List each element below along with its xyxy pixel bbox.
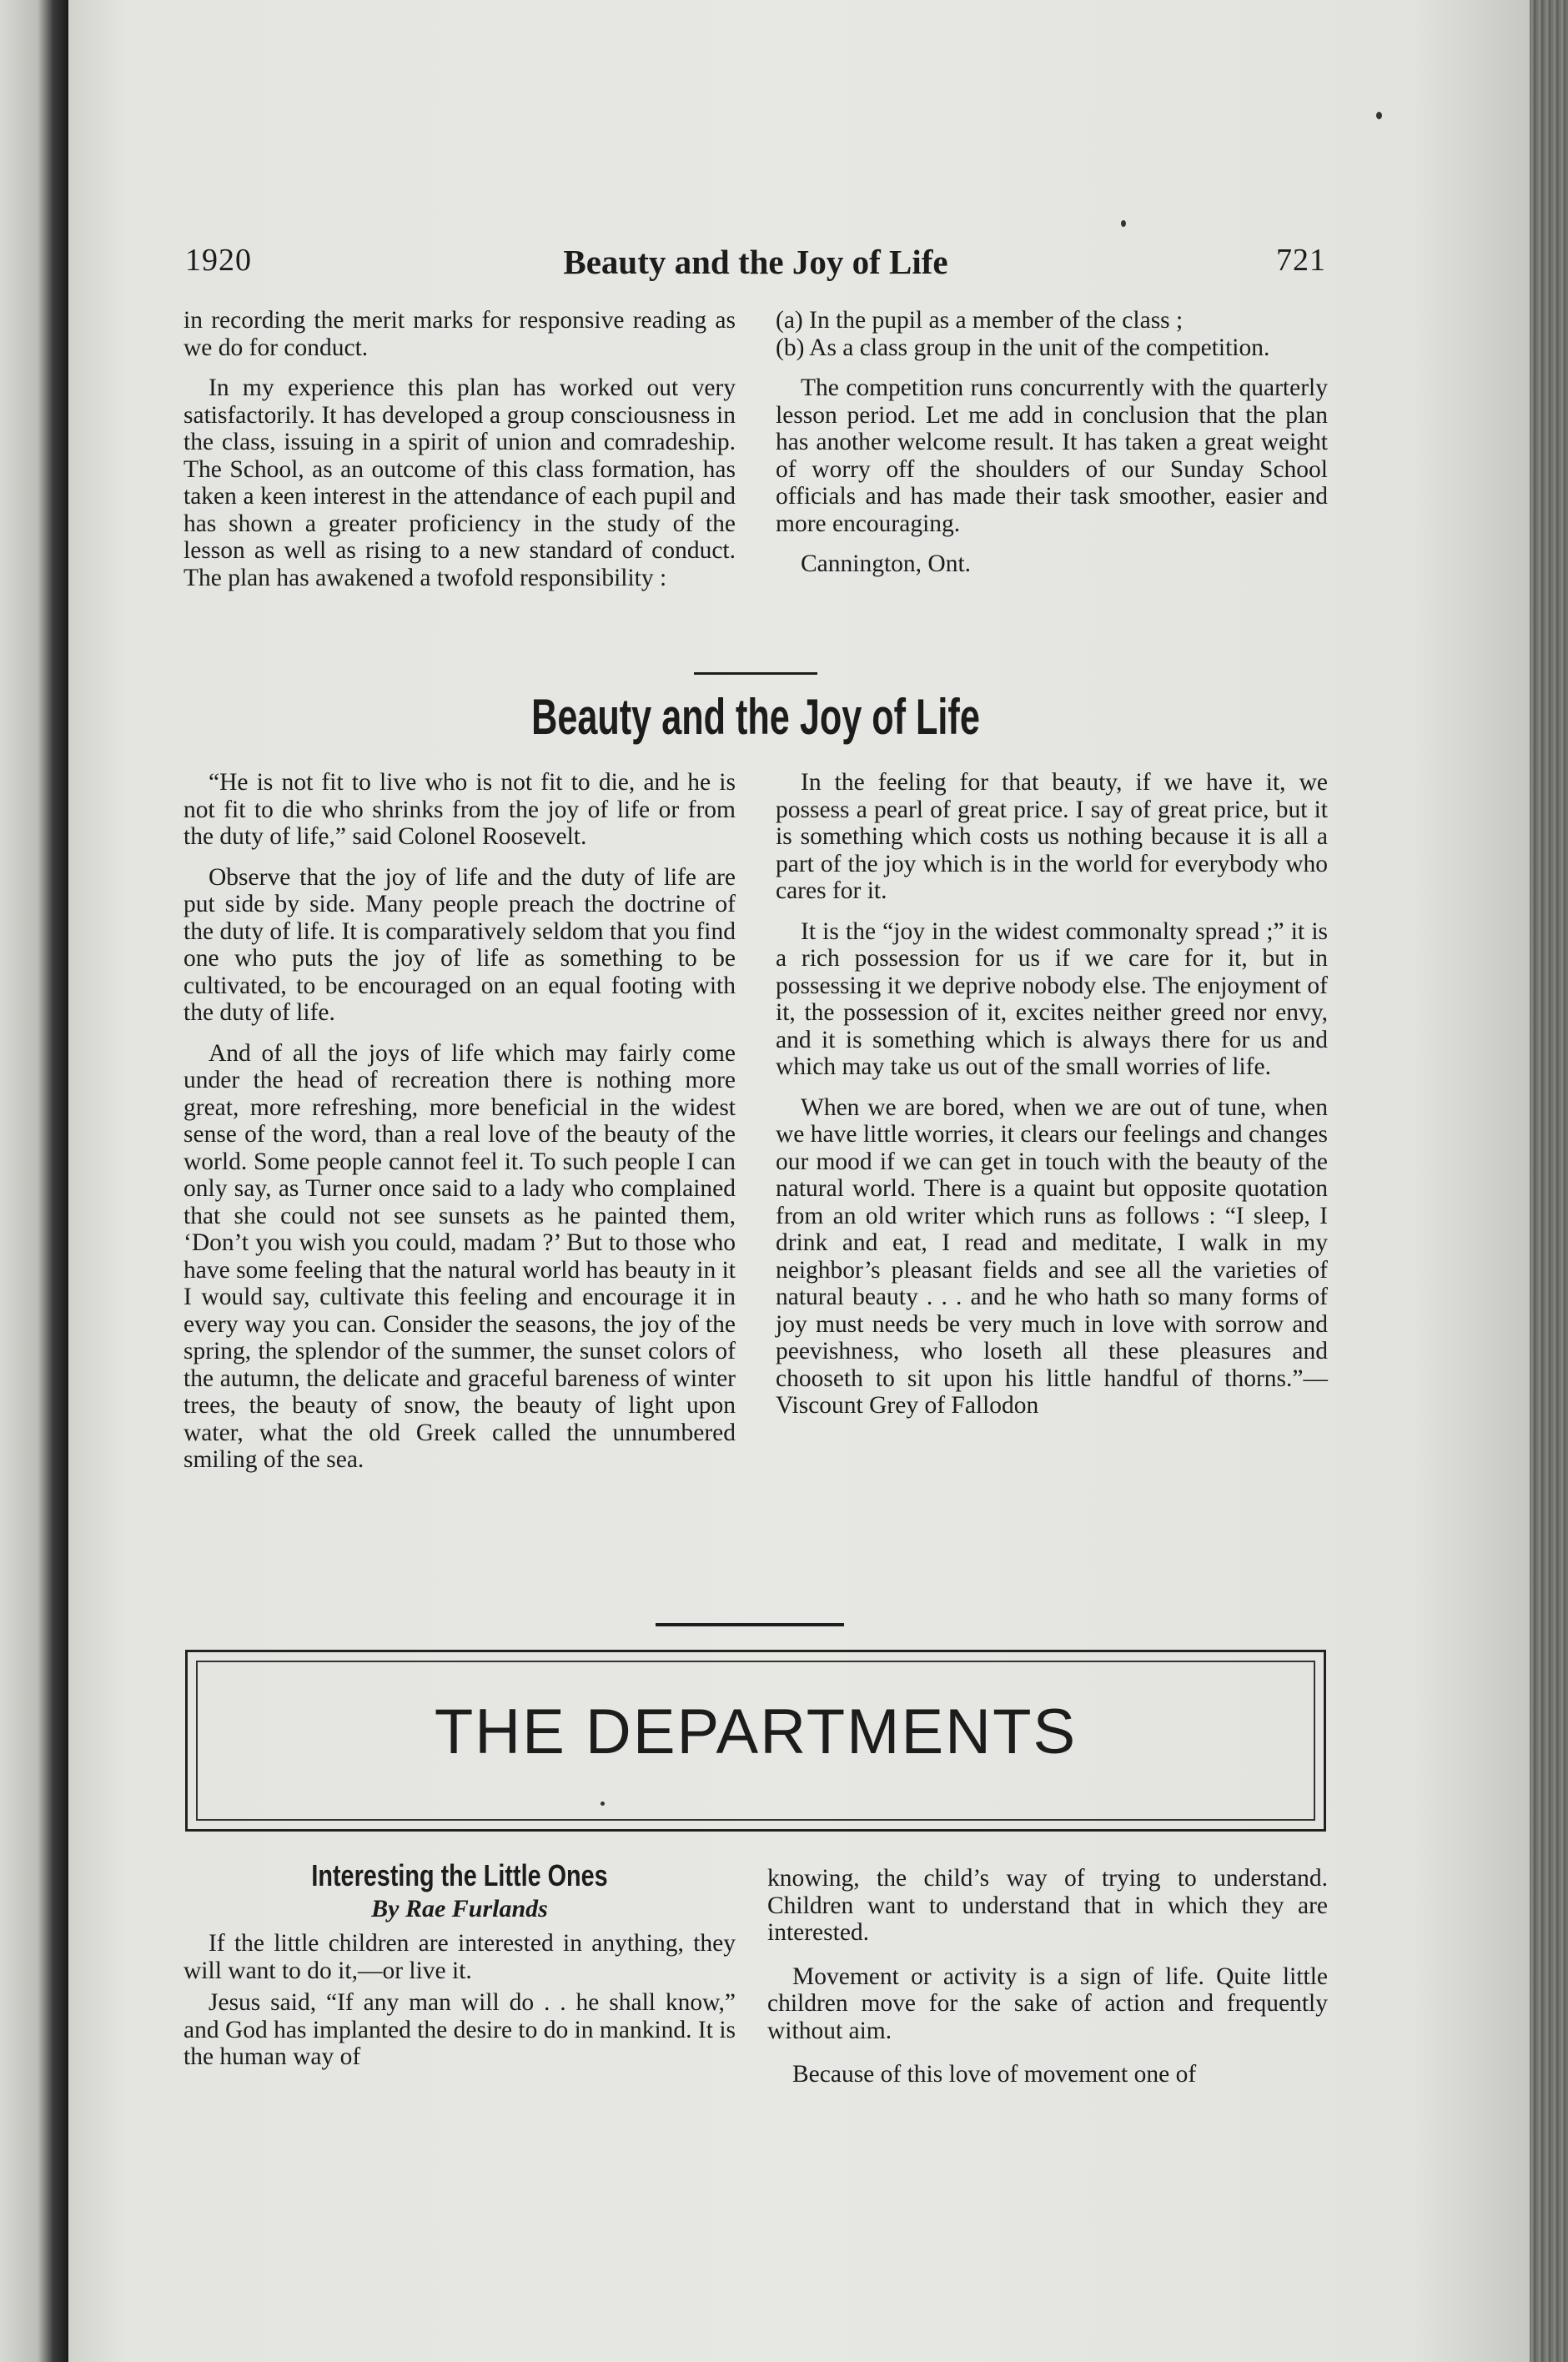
paragraph: It is the “joy in the widest commonalty spread ;” it is a rich possession for us if we care for it, but in possessing it we deprive nobody else. The enjoyment of it, the possession of it, excites neither greed nor envy, and it is something which is always there for us and which may take us out of the small worries of life. bbox=[776, 917, 1328, 1080]
paragraph: If the little children are interested in anything, they will want to do it,—or live it. bbox=[183, 1930, 736, 1984]
page-edges bbox=[1530, 0, 1568, 2362]
paragraph: “He is not fit to live who is not fit to die, and he is not fit to die who shrinks from the joy of life or from the duty of life,” said Colonel Roosevelt. bbox=[183, 769, 736, 850]
ink-speck bbox=[1121, 220, 1126, 227]
article-title: Beauty and the Joy of Life bbox=[531, 689, 980, 745]
paragraph: knowing, the child’s way of trying to understand. Children want to understand that in which they are interested. bbox=[767, 1865, 1328, 1946]
paragraph: When we are bored, when we are out of tune, when we have little worries, it clears our feelings and changes our mood if we can get in touch with the beauty of the natural world. There is a quaint but opposite quotation from an old writer which runs as follows : “I sleep, I drink and eat, I read and meditate, I walk in my neighbor’s pleasant fields and see all the varieties of natural beauty . . . and he who hath so many forms of joy must needs be very much in love with sorrow and peevishness, who loseth all these pleasures and chooseth to sit upon his little handful of thorns.”—Viscount Grey of Fallodon bbox=[776, 1093, 1328, 1419]
sub-article-byline: By Rae Furlands bbox=[371, 1895, 548, 1922]
article-right-column bbox=[776, 769, 1328, 1420]
paragraph: (b) As a class group in the unit of the competition. bbox=[776, 334, 1270, 361]
paragraph: Movement or activity is a sign of life. Quite little children move for the sake of action and frequently without aim. bbox=[767, 1962, 1328, 2044]
departments-heading: THE DEPARTMENTS bbox=[434, 1696, 1078, 1767]
separator-rule bbox=[656, 1623, 844, 1626]
running-head-year: 1920 bbox=[185, 243, 252, 278]
paragraph: (a) In the pupil as a member of the class ; bbox=[776, 307, 1184, 334]
departments-banner bbox=[185, 1650, 1326, 1832]
article-signoff: Cannington, Ont. bbox=[801, 550, 972, 577]
paragraph: in recording the merit marks for responsive reading as we do for conduct. bbox=[183, 307, 736, 361]
sub-article-title: Interesting the Little Ones bbox=[311, 1858, 608, 1892]
paragraph: In my experience this plan has worked out very satisfactorily. It has developed a group consciousness in the class, issuing in a spirit of union and comradeship. The School, as an outcome of this class formation, has taken a keen interest in the attendance of each pupil and has shown a greater proficiency in the study of the lesson as well as rising to a new standard of conduct. The plan has awakened a twofold responsibility : bbox=[183, 374, 736, 591]
paragraph: Observe that the joy of life and the duty of life are put side by side. Many people preach the doctrine of the duty of life. It is comparatively seldom that you find one who puts the joy of life as something to be cultivated, to be encouraged on an equal footing with the duty of life. bbox=[183, 863, 736, 1026]
paragraph: Jesus said, “If any man will do . . he shall know,” and God has implanted the desire to do in mankind. It is the human way of bbox=[183, 1989, 736, 2070]
ink-speck bbox=[1376, 112, 1382, 119]
paragraph: Because of this love of movement one of bbox=[792, 2061, 1197, 2088]
paragraph: In the feeling for that beauty, if we have it, we possess a pearl of great price. I say of great price, but it is something which costs us nothing because it is all a part of the joy which is in the world for everybody who cares for it. bbox=[776, 769, 1328, 904]
paragraph: The competition runs concurrently with the quarterly lesson period. Let me add in conclusion that the plan has another welcome result. It has taken a great weight of worry off the shoulders of our Sunday School officials and has made their task smoother, easier and more encouraging. bbox=[776, 374, 1328, 537]
sub-article-right-column bbox=[767, 1865, 1328, 2088]
previous-article-right-column bbox=[776, 307, 1328, 578]
running-head bbox=[185, 242, 1326, 292]
separator-rule bbox=[694, 672, 817, 675]
running-head-title: Beauty and the Joy of Life bbox=[563, 243, 948, 281]
paragraph: And of all the joys of life which may fairly come under the head of recreation there is nothing more great, more refreshing, more beneficial in the widest sense of the word, than a real love of the beauty of the world. Some people cannot feel it. To such people I can only say, as Turner once said to a lady who complained that she could not see sunsets as he painted them, ‘Don’t you wish you could, madam ?’ But to those who have some feeling that the natural world has beauty in it I would say, cultivate this feeling and encourage it in every way you can. Consider the seasons, the joy of the spring, the splendor of the summer, the sunset colors of the autumn, the delicate and graceful bareness of winter trees, the beauty of snow, the beauty of light upon water, what the old Greek called the unnumbered smiling of the sea. bbox=[183, 1039, 736, 1473]
book-gutter bbox=[0, 0, 68, 2362]
page-number: 721 bbox=[1276, 243, 1326, 278]
previous-article-left-column bbox=[183, 307, 736, 591]
article-left-column bbox=[183, 769, 736, 1474]
sub-article-left-column bbox=[183, 1930, 736, 2071]
